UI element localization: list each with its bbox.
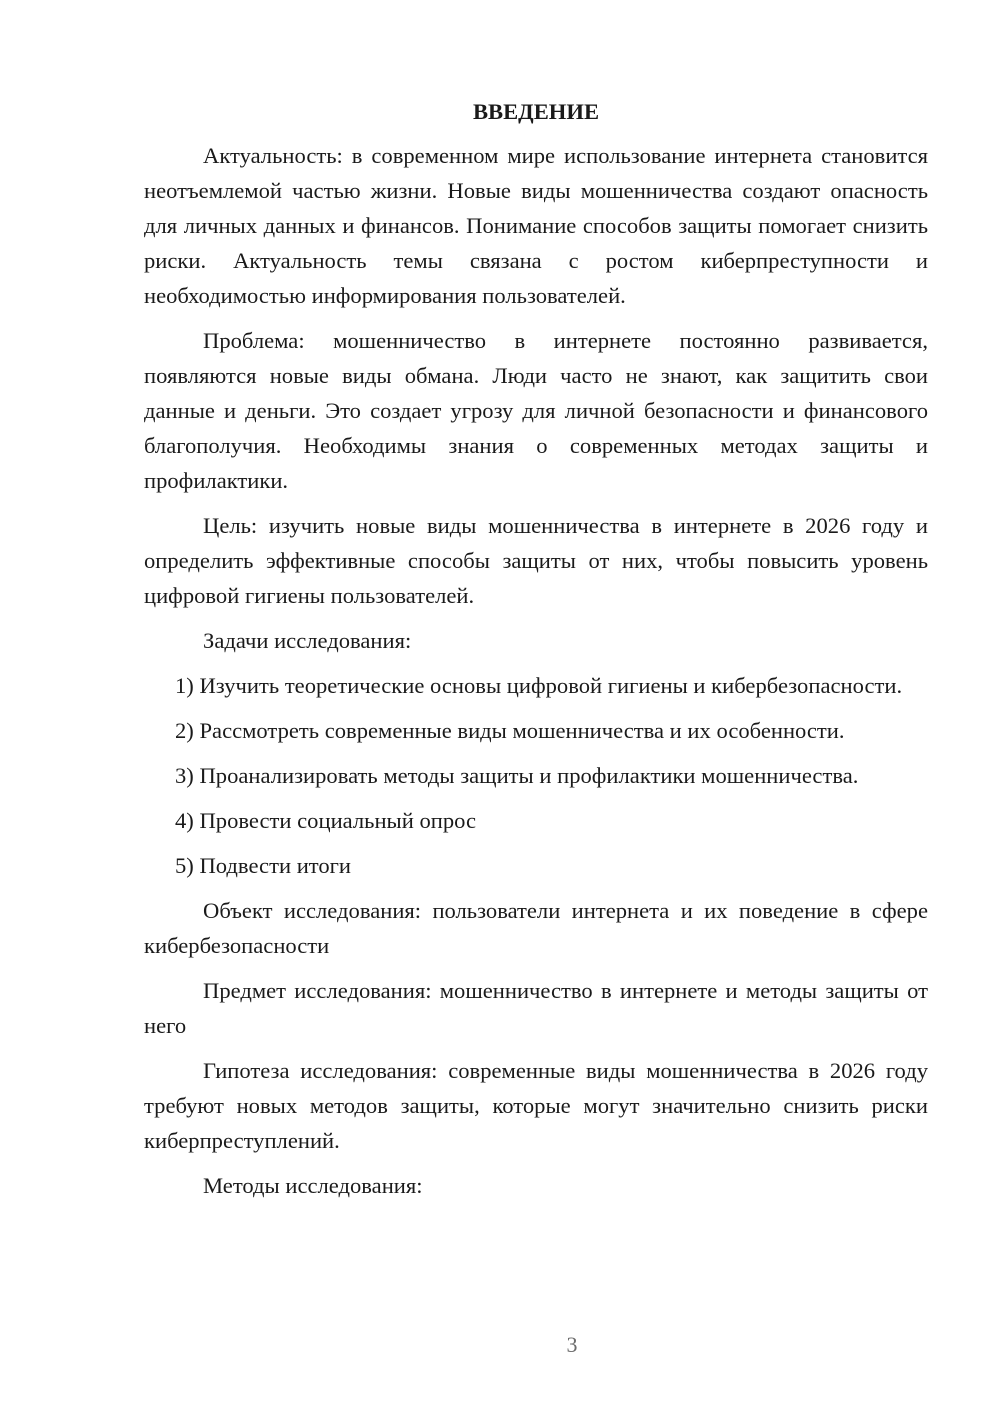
tasks-title: Задачи исследования: [203,628,412,653]
task-item-4: 4) Провести социальный опрос [175,808,477,833]
relevance-paragraph: Актуальность: в современном мире использование интернета становится неотъемлемой частью жизни. Новые виды мошенничества создают опасность для личных данных и финансов. Понимание способов защиты помогает снизить риски. Актуальность темы связана с ростом киберпреступности и необходимостью информирования пользователей. [144,143,928,308]
section-heading: ВВЕДЕНИЕ [472,99,600,124]
page-number: 3 [566,1332,578,1357]
object-paragraph: Объект исследования: пользователи интернета и их поведение в сфере кибербезопасности [144,898,928,958]
subject-paragraph: Предмет исследования: мошенничество в интернете и методы защиты от него [144,978,928,1038]
task-item-3: 3) Проанализировать методы защиты и профилактики мошенничества. [175,763,859,788]
methods-title: Методы исследования: [203,1173,423,1198]
problem-paragraph: Проблема: мошенничество в интернете постоянно развивается, появляются новые виды обмана. Люди часто не знают, как защитить свои данные и деньги. Это создает угрозу для личной безопасности и финансового благополучия. Необходимы знания о современных методах защиты и профилактики. [144,328,928,493]
goal-paragraph: Цель: изучить новые виды мошенничества в интернете в 2026 году и определить эффективные способы защиты от них, чтобы повысить уровень цифровой гигиены пользователей. [144,513,928,608]
task-item-2: 2) Рассмотреть современные виды мошенничества и их особенности. [175,718,845,743]
task-item-1: 1) Изучить теоретические основы цифровой гигиены и кибербезопасности. [175,673,903,698]
hypothesis-paragraph: Гипотеза исследования: современные виды мошенничества в 2026 году требуют новых методов защиты, которые могут значительно снизить риски киберпреступлений. [144,1058,928,1153]
page-content [144,94,928,1213]
task-item-5: 5) Подвести итоги [175,853,352,878]
